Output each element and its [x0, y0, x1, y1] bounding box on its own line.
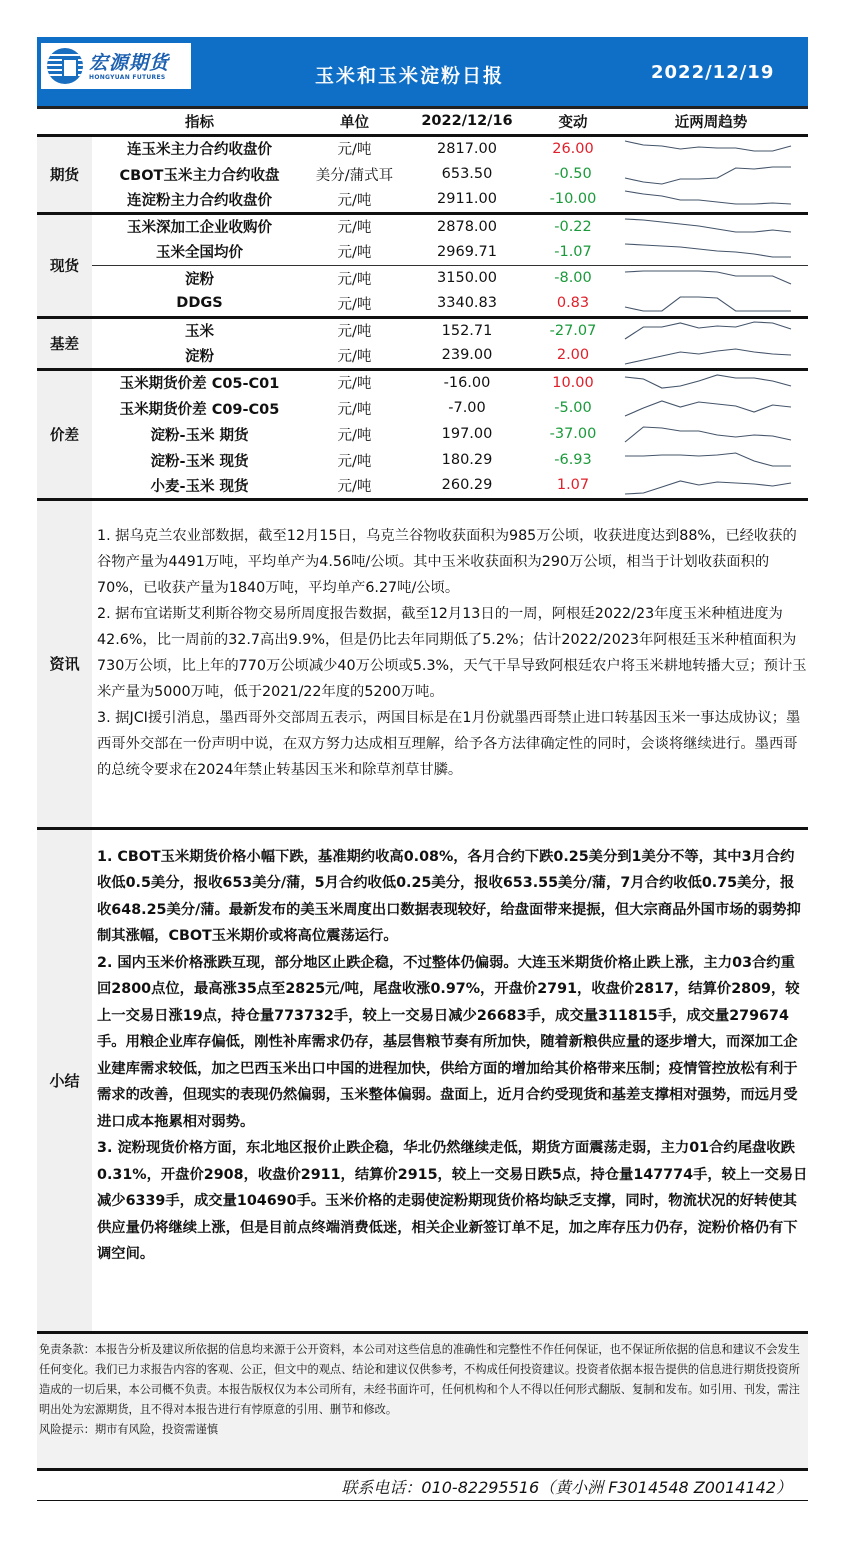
table-row — [37, 317, 808, 343]
indicator-name: 淀粉-玉米 现货 — [150, 453, 249, 470]
table-row — [37, 447, 808, 473]
change-cell: -6.93 — [554, 452, 592, 468]
table-row — [37, 473, 808, 499]
unit-cell: 元/吨 — [307, 291, 402, 317]
col-trend: 近两周趋势 — [614, 109, 808, 135]
sparkline-chart — [624, 188, 792, 210]
category-label: 价差 — [37, 369, 92, 499]
sparkline-cell — [614, 265, 808, 291]
sparkline-cell — [614, 161, 808, 187]
sparkline-chart — [624, 474, 792, 496]
table-row — [37, 369, 808, 395]
change-cell: -0.22 — [554, 218, 592, 235]
table-header-row — [37, 109, 808, 135]
sparkline-chart — [624, 241, 792, 263]
table-row — [37, 161, 808, 187]
unit-cell: 元/吨 — [307, 239, 402, 265]
col-indicator: 指标 — [92, 109, 307, 135]
col-unit: 单位 — [307, 109, 402, 135]
news-section — [37, 501, 808, 830]
sparkline-cell — [614, 473, 808, 499]
sparkline-chart — [624, 267, 792, 289]
logo-icon — [47, 48, 83, 84]
indicator-name: 淀粉 — [92, 343, 307, 369]
category-label: 期货 — [37, 135, 92, 213]
unit-cell: 元/吨 — [307, 343, 402, 369]
contact-info: 联系电话：010-82295516（黄小洲 F3014548 Z0014142） — [37, 1471, 808, 1501]
report-header — [37, 37, 808, 109]
sparkline-chart — [624, 397, 792, 419]
news-item: 2. 据布宜诺斯艾利斯谷物交易所周度报告数据，截至12月13日的一周，阿根廷2022/23年度玉米种植进度为42.6%，比一周前的32.7高出9.9%，但是仍比去年同期低了5.2%；估计2022/2023年阿根廷玉米种植面积为730万公顷，比上年的770万公顷减少40万公顷或5.3%，天气干旱导致阿根廷农户将玉米耕地转播大豆；预计玉米产量为5000万吨，低于2021/22年度的5200万吨。 — [97, 605, 807, 700]
sparkline-chart — [624, 138, 792, 160]
unit-cell: 元/吨 — [337, 427, 372, 444]
indicator-table — [37, 109, 808, 501]
news-item: 3. 据JCI援引消息，墨西哥外交部周五表示，两国目标是在1月份就墨西哥禁止进口转基因玉米一事达成协议；墨西哥外交部在一份声明中说，在双方努力达成相互理解，给予各方法律确定性的同时，会谈将继续进行。墨西哥的总统令要求在2024年禁止转基因玉米和除草剂草甘膦。 — [97, 709, 801, 778]
indicator-name: CBOT玉米主力合约收盘 — [119, 167, 280, 184]
change-cell: 2.00 — [532, 343, 614, 369]
unit-cell: 元/吨 — [307, 187, 402, 213]
change-cell: -37.00 — [549, 426, 597, 442]
value-cell: 2911.00 — [402, 187, 532, 213]
unit-cell: 元/吨 — [337, 401, 372, 418]
indicator-name: 玉米期货价差 C05-C01 — [119, 376, 280, 393]
summary-label: 小结 — [37, 830, 92, 1331]
indicator-name: 连淀粉主力合约收盘价 — [92, 187, 307, 213]
value-cell: 3150.00 — [437, 270, 497, 287]
indicator-name: DDGS — [92, 291, 307, 317]
sparkline-cell — [614, 343, 808, 369]
col-change: 变动 — [532, 109, 614, 135]
report-date: 2022/12/19 — [651, 62, 775, 83]
indicator-name: 小麦-玉米 现货 — [92, 473, 307, 499]
sparkline-chart — [624, 320, 792, 342]
change-cell: -10.00 — [532, 187, 614, 213]
unit-cell: 元/吨 — [337, 220, 372, 237]
summary-section — [37, 830, 808, 1334]
sparkline-chart — [624, 216, 792, 238]
indicator-name: 玉米深加工企业收购价 — [127, 220, 272, 237]
indicator-name: 玉米全国均价 — [92, 239, 307, 265]
summary-item: 2. 国内玉米价格涨跌互现，部分地区止跌企稳，不过整体仍偏弱。大连玉米期货价格止跌上涨，主力03合约重回2800点位，最高涨35点至2825元/吨，尾盘收涨0.97%，开盘价2791，收盘价2817，结算价2809，较上一交易日涨19点，持仓量773732手，较上一交易日减少26683手，成交量311815手，成交量279674手。用粮企业库存偏低，刚性补库需求仍存，基层售粮节奏有所加快，随着新粮供应量的逐步增大，而深加工企业建库需求较低，加之巴西玉米出口中国的进程加快，供给方面的增加给其价格带来压制；疫情管控放松有利于需求的改善，但现实的表现仍然偏弱，玉米整体偏弱。盘面上，近月合约受现货和基差支撑相对强势，而远月受进口成本拖累相对弱势。 — [97, 954, 800, 1130]
unit-cell: 元/吨 — [307, 473, 402, 499]
sparkline-cell — [614, 395, 808, 421]
logo-cn-text: 宏源期货 — [89, 51, 170, 74]
table-row — [37, 291, 808, 317]
summary-body — [92, 830, 808, 1331]
col-value: 2022/12/16 — [402, 109, 532, 135]
change-cell: 0.83 — [532, 291, 614, 317]
table-row — [37, 421, 808, 447]
report-title: 玉米和玉米淀粉日报 — [315, 65, 505, 87]
indicator-name: 玉米 — [185, 324, 214, 341]
disclaimer — [37, 1334, 808, 1471]
change-cell: 26.00 — [552, 140, 594, 157]
change-cell: -1.07 — [532, 239, 614, 265]
risk-warning: 风险提示：期市有风险，投资需谨慎 — [39, 1422, 219, 1436]
value-cell: 180.29 — [441, 452, 493, 468]
news-body — [92, 501, 808, 827]
value-cell: -7.00 — [448, 400, 486, 416]
sparkline-cell — [614, 213, 808, 239]
sparkline-chart — [624, 372, 792, 394]
change-cell: -5.00 — [554, 400, 592, 416]
sparkline-cell — [614, 291, 808, 317]
unit-cell: 元/吨 — [337, 376, 372, 393]
change-cell: -27.07 — [549, 322, 597, 339]
table-row — [37, 395, 808, 421]
disclaimer-text: 免责条款：本报告分析及建议所依据的信息均来源于公开资料，本公司对这些信息的准确性和完整性不作任何保证，也不保证所依据的信息和建议不会发生任何变化。我们已力求报告内容的客观、公正，但文中的观点、结论和建议仅供参考，不构成任何投资建议。投资者依据本报告提供的信息进行期货投资所造成的一切后果，本公司概不负责。本报告版权仅为本公司所有，未经书面许可，任何机构和个人不得以任何形式翻版、复制和发布。如引用、刊发，需注明出处为宏源期货，且不得对本报告进行有悖原意的引用、删节和修改。 — [39, 1342, 800, 1416]
indicator-name: 玉米期货价差 C09-C05 — [119, 401, 280, 418]
sparkline-cell — [614, 187, 808, 213]
value-cell: 2878.00 — [437, 218, 497, 235]
summary-item: 3. 淀粉现货价格方面，东北地区报价止跌企稳，华北仍然继续走低，期货方面震荡走弱，主力01合约尾盘收跌0.31%，开盘价2908，收盘价2911，结算价2915，较上一交易日跌5点，持仓量147774手，较上一交易日减少6339手，成交量104690手。玉米价格的走弱使淀粉期现货价格均缺乏支撑，同时，物流状况的好转使其供应量仍将继续上涨，但是目前点终端消费低迷，相关企业新签订单不足，加之库存压力仍存，淀粉价格仍有下调空间。 — [97, 1140, 808, 1262]
value-cell: -16.00 — [443, 374, 491, 391]
sparkline-cell — [614, 421, 808, 447]
sparkline-chart — [624, 449, 792, 471]
table-row — [37, 135, 808, 161]
change-cell: -0.50 — [554, 166, 592, 182]
company-logo — [41, 43, 191, 89]
change-cell: 1.07 — [532, 473, 614, 499]
value-cell: 239.00 — [402, 343, 532, 369]
value-cell: 3340.83 — [402, 291, 532, 317]
unit-cell: 美分/蒲式耳 — [315, 167, 394, 184]
sparkline-chart — [624, 292, 792, 314]
table-row — [37, 187, 808, 213]
change-cell: -8.00 — [554, 270, 592, 287]
news-item: 1. 据乌克兰农业部数据，截至12月15日，乌克兰谷物收获面积为985万公顷，收获进度达到88%，已经收获的谷物产量为4491万吨，平均单产为4.56吨/公顷。其中玉米收获面积为290万公顷，相当于计划收获面积的70%，已收获产量为1840万吨，平均单产6.27吨/公顷。 — [97, 527, 797, 596]
sparkline-chart — [624, 163, 792, 185]
table-row — [37, 343, 808, 369]
sparkline-cell — [614, 317, 808, 343]
indicator-name: 淀粉-玉米 期货 — [150, 427, 249, 444]
indicator-name: 连玉米主力合约收盘价 — [127, 142, 272, 159]
category-label: 现货 — [37, 213, 92, 317]
unit-cell: 元/吨 — [337, 453, 372, 470]
summary-item: 1. CBOT玉米期货价格小幅下跌，基准期约收高0.08%，各月合约下跌0.25美分到1美分不等，其中3月合约收低0.5美分，报收653美分/蒲，5月合约收低0.25美分，报收653.55美分/蒲，7月合约收低0.75美分，报收648.25美分/蒲。最新发布的美玉米周度出口数据表现较好，给盘面带来提振，但大宗商品外国市场的弱势抑制其涨幅，CBOT玉米期价或将高位震荡运行。 — [97, 848, 801, 944]
value-cell: 2969.71 — [402, 239, 532, 265]
unit-cell: 元/吨 — [337, 271, 372, 288]
value-cell: 2817.00 — [437, 140, 497, 157]
category-label: 基差 — [37, 317, 92, 369]
indicator-name: 淀粉 — [185, 271, 214, 288]
value-cell: 653.50 — [441, 166, 493, 182]
sparkline-cell — [614, 369, 808, 395]
value-cell: 197.00 — [441, 426, 493, 442]
news-label: 资讯 — [37, 501, 92, 827]
sparkline-cell — [614, 447, 808, 473]
value-cell: 152.71 — [441, 322, 493, 339]
table-row — [37, 213, 808, 239]
sparkline-chart — [624, 423, 792, 445]
sparkline-cell — [614, 239, 808, 265]
logo-en-text: HONGYUAN FUTURES — [89, 73, 166, 81]
change-cell: 10.00 — [552, 374, 594, 391]
value-cell: 260.29 — [402, 473, 532, 499]
report-page — [37, 37, 808, 1501]
unit-cell: 元/吨 — [337, 142, 372, 159]
sparkline-cell — [614, 135, 808, 161]
col-category — [37, 109, 92, 135]
unit-cell: 元/吨 — [337, 324, 372, 341]
table-row — [37, 239, 808, 265]
table-row — [37, 265, 808, 291]
sparkline-chart — [624, 344, 792, 366]
